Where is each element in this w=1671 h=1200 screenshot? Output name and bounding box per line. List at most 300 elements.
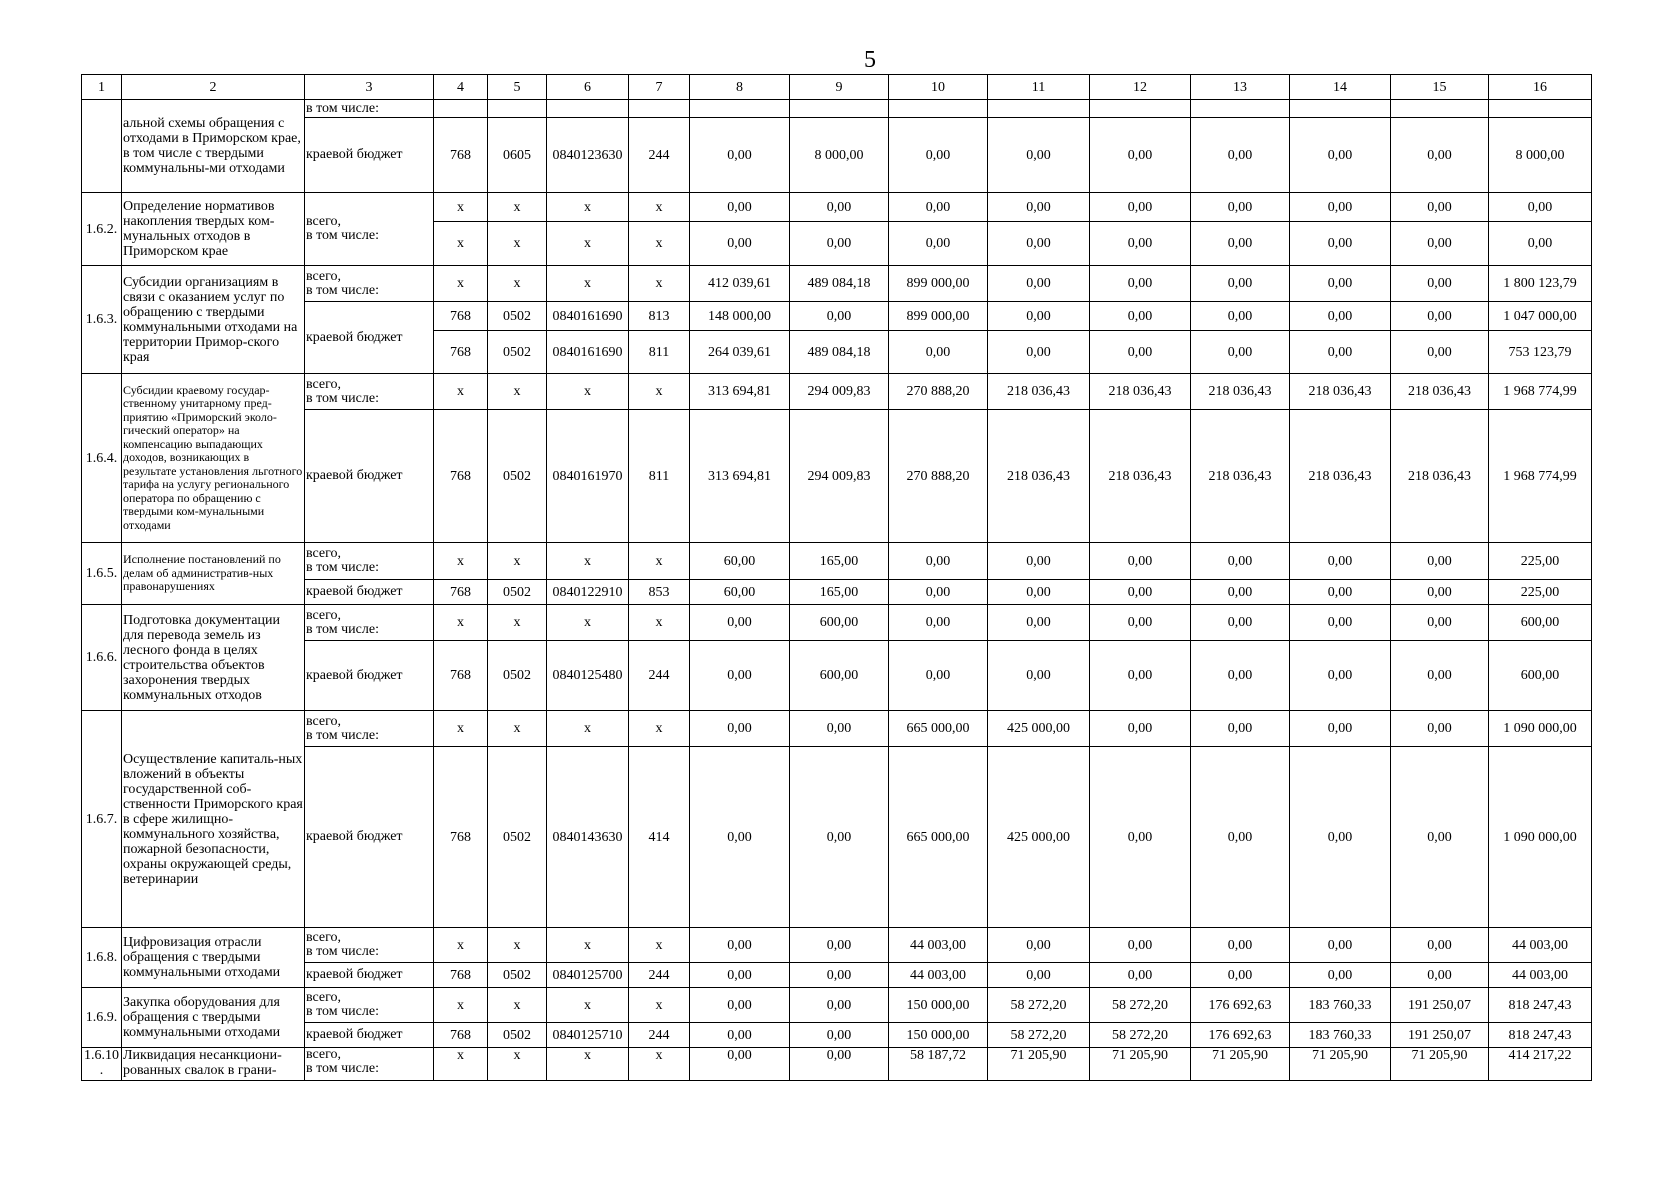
amount-col-12 (1090, 100, 1191, 118)
amount-col-8: 0,00 (690, 118, 790, 193)
amount-col-10: 0,00 (889, 605, 988, 641)
amount-col-12: 218 036,43 (1090, 374, 1191, 410)
amount-col-11: 0,00 (988, 193, 1090, 222)
table-row (82, 1023, 1592, 1048)
amount-col-14: 0,00 (1290, 222, 1391, 266)
amount-col-11: 0,00 (988, 331, 1090, 374)
budget-code-c4: x (434, 193, 488, 222)
header-cell: 11 (988, 75, 1090, 100)
amount-col-12: 0,00 (1090, 331, 1191, 374)
amount-col-8: 0,00 (690, 928, 790, 963)
header-cell: 12 (1090, 75, 1191, 100)
row-code: 1.6.3. (82, 266, 122, 374)
amount-col-12: 0,00 (1090, 711, 1191, 747)
amount-col-8: 0,00 (690, 641, 790, 711)
amount-col-11: 218 036,43 (988, 410, 1090, 543)
funding-source: всего, в том числе: (305, 1048, 434, 1081)
budget-code-c5: x (488, 193, 547, 222)
amount-col-14: 183 760,33 (1290, 1023, 1391, 1048)
row-name: Осуществление капиталь-ных вложений в объекты государственной соб-ственности Приморского края в сфере жилищно-коммунального хозяйства, пожарной безопасности, охраны окружающей среды, ветеринарии (122, 711, 305, 928)
amount-col-16: 1 968 774,99 (1489, 410, 1592, 543)
amount-col-15: 0,00 (1391, 963, 1489, 988)
amount-col-8: 148 000,00 (690, 302, 790, 331)
funding-source: всего, в том числе: (305, 266, 434, 302)
funding-source: всего, в том числе: (305, 988, 434, 1023)
amount-col-16 (1489, 100, 1592, 118)
amount-col-8: 264 039,61 (690, 331, 790, 374)
amount-col-16: 44 003,00 (1489, 928, 1592, 963)
amount-col-15: 0,00 (1391, 605, 1489, 641)
header-cell: 7 (629, 75, 690, 100)
amount-col-13: 0,00 (1191, 605, 1290, 641)
amount-col-12: 0,00 (1090, 605, 1191, 641)
amount-col-13: 0,00 (1191, 641, 1290, 711)
budget-code-c4: 768 (434, 1023, 488, 1048)
budget-code-c5: 0502 (488, 410, 547, 543)
budget-code-c7: 813 (629, 302, 690, 331)
amount-col-12: 0,00 (1090, 222, 1191, 266)
amount-col-9: 294 009,83 (790, 374, 889, 410)
header-cell: 10 (889, 75, 988, 100)
table-row (82, 410, 1592, 543)
budget-code-c5: x (488, 1048, 547, 1081)
amount-col-15: 0,00 (1391, 543, 1489, 580)
row-name: Цифровизация отрасли обращения с твердыми коммунальными отходами (122, 928, 305, 988)
budget-code-c4: 768 (434, 118, 488, 193)
table-row (82, 266, 1592, 302)
amount-col-14: 0,00 (1290, 928, 1391, 963)
amount-col-10: 0,00 (889, 543, 988, 580)
table-row (82, 118, 1592, 193)
budget-code-c6: 0840143630 (547, 747, 629, 928)
amount-col-9: 0,00 (790, 1048, 889, 1081)
amount-col-10: 899 000,00 (889, 266, 988, 302)
amount-col-8: 0,00 (690, 1023, 790, 1048)
table-row (82, 1048, 1592, 1081)
row-name: Исполнение постановлений по делам об административ-ных правонарушениях (122, 543, 305, 605)
budget-code-c6: 0840161970 (547, 410, 629, 543)
amount-col-11: 58 272,20 (988, 988, 1090, 1023)
budget-code-c6: 0840161690 (547, 331, 629, 374)
amount-col-15: 191 250,07 (1391, 988, 1489, 1023)
amount-col-13: 0,00 (1191, 963, 1290, 988)
amount-col-13: 0,00 (1191, 222, 1290, 266)
row-name: Подготовка документации для перевода земель из лесного фонда в целях строительства объектов захоронения твердых коммунальных отходов (122, 605, 305, 711)
amount-col-9: 294 009,83 (790, 410, 889, 543)
amount-col-15: 0,00 (1391, 193, 1489, 222)
budget-code-c5: x (488, 988, 547, 1023)
budget-code-c4: 768 (434, 641, 488, 711)
amount-col-16: 0,00 (1489, 222, 1592, 266)
table-row (82, 374, 1592, 410)
amount-col-11: 0,00 (988, 605, 1090, 641)
row-code: 1.6.7. (82, 711, 122, 928)
budget-code-c5: x (488, 266, 547, 302)
budget-code-c6: x (547, 543, 629, 580)
budget-code-c5 (488, 100, 547, 118)
amount-col-16: 44 003,00 (1489, 963, 1592, 988)
amount-col-15: 0,00 (1391, 641, 1489, 711)
budget-code-c7: 244 (629, 118, 690, 193)
amount-col-10: 270 888,20 (889, 374, 988, 410)
amount-col-15: 0,00 (1391, 580, 1489, 605)
funding-source: всего, в том числе: (305, 193, 434, 266)
amount-col-13: 0,00 (1191, 580, 1290, 605)
amount-col-14: 218 036,43 (1290, 374, 1391, 410)
amount-col-9: 600,00 (790, 605, 889, 641)
amount-col-13: 0,00 (1191, 302, 1290, 331)
amount-col-12: 0,00 (1090, 302, 1191, 331)
funding-source: всего, в том числе: (305, 543, 434, 580)
amount-col-10: 58 187,72 (889, 1048, 988, 1081)
row-name: Закупка оборудования для обращения с твердыми коммунальными отходами (122, 988, 305, 1048)
table-row (82, 641, 1592, 711)
amount-col-11: 58 272,20 (988, 1023, 1090, 1048)
amount-col-13: 218 036,43 (1191, 374, 1290, 410)
amount-col-8: 0,00 (690, 747, 790, 928)
budget-code-c7: 244 (629, 963, 690, 988)
budget-code-c7: x (629, 1048, 690, 1081)
header-cell: 8 (690, 75, 790, 100)
budget-code-c7: 244 (629, 1023, 690, 1048)
amount-col-8: 0,00 (690, 1048, 790, 1081)
amount-col-16: 818 247,43 (1489, 988, 1592, 1023)
amount-col-16: 1 968 774,99 (1489, 374, 1592, 410)
amount-col-15: 0,00 (1391, 711, 1489, 747)
amount-col-12: 71 205,90 (1090, 1048, 1191, 1081)
amount-col-12: 0,00 (1090, 580, 1191, 605)
budget-code-c5: 0502 (488, 1023, 547, 1048)
budget-code-c7: 244 (629, 641, 690, 711)
funding-source: краевой бюджет (305, 410, 434, 543)
amount-col-9: 0,00 (790, 711, 889, 747)
header-cell: 15 (1391, 75, 1489, 100)
amount-col-11: 0,00 (988, 302, 1090, 331)
row-code: 1.6.8. (82, 928, 122, 988)
amount-col-12: 58 272,20 (1090, 1023, 1191, 1048)
budget-code-c5: 0605 (488, 118, 547, 193)
budget-code-c4: x (434, 543, 488, 580)
funding-source: краевой бюджет (305, 1023, 434, 1048)
budget-code-c5: x (488, 374, 547, 410)
budget-code-c6: x (547, 711, 629, 747)
amount-col-10: 0,00 (889, 193, 988, 222)
amount-col-13: 0,00 (1191, 747, 1290, 928)
budget-code-c5: x (488, 711, 547, 747)
budget-code-c6: 0840123630 (547, 118, 629, 193)
budget-code-c7: x (629, 988, 690, 1023)
budget-code-c4 (434, 100, 488, 118)
amount-col-15: 0,00 (1391, 266, 1489, 302)
amount-col-11: 425 000,00 (988, 711, 1090, 747)
amount-col-12: 0,00 (1090, 266, 1191, 302)
amount-col-9 (790, 100, 889, 118)
row-code: 1.6.6. (82, 605, 122, 711)
amount-col-16: 600,00 (1489, 641, 1592, 711)
funding-source: краевой бюджет (305, 747, 434, 928)
header-cell: 14 (1290, 75, 1391, 100)
header-cell: 13 (1191, 75, 1290, 100)
amount-col-8: 313 694,81 (690, 374, 790, 410)
amount-col-8: 0,00 (690, 711, 790, 747)
amount-col-15: 0,00 (1391, 928, 1489, 963)
amount-col-11: 71 205,90 (988, 1048, 1090, 1081)
table-row (82, 302, 1592, 331)
amount-col-10: 0,00 (889, 222, 988, 266)
amount-col-13: 176 692,63 (1191, 988, 1290, 1023)
budget-code-c7: 853 (629, 580, 690, 605)
amount-col-10: 150 000,00 (889, 1023, 988, 1048)
amount-col-9: 489 084,18 (790, 266, 889, 302)
amount-col-8: 0,00 (690, 963, 790, 988)
budget-code-c6: x (547, 605, 629, 641)
budget-code-c5: x (488, 222, 547, 266)
funding-source: в том числе: (305, 100, 434, 118)
amount-col-12: 0,00 (1090, 193, 1191, 222)
amount-col-12: 0,00 (1090, 641, 1191, 711)
amount-col-12: 218 036,43 (1090, 410, 1191, 543)
budget-code-c4: 768 (434, 410, 488, 543)
amount-col-16: 1 090 000,00 (1489, 711, 1592, 747)
amount-col-14: 71 205,90 (1290, 1048, 1391, 1081)
budget-code-c5: 0502 (488, 963, 547, 988)
amount-col-14: 0,00 (1290, 266, 1391, 302)
amount-col-11: 0,00 (988, 543, 1090, 580)
budget-code-c7: 811 (629, 410, 690, 543)
amount-col-13: 176 692,63 (1191, 1023, 1290, 1048)
page-number: 5 (864, 47, 876, 73)
amount-col-9: 0,00 (790, 1023, 889, 1048)
row-name: Субсидии краевому государ-ственному унитарному пред-приятию «Приморский эколо-гический оператор» на компенсацию выпадающих доходов, возникающих в результате установления льготного тарифа на услугу регионального оператора по обращению с твердыми ком-мунальными отходами (122, 374, 305, 543)
funding-source: всего, в том числе: (305, 605, 434, 641)
amount-col-9: 0,00 (790, 747, 889, 928)
amount-col-16: 1 800 123,79 (1489, 266, 1592, 302)
amount-col-9: 8 000,00 (790, 118, 889, 193)
amount-col-14: 0,00 (1290, 641, 1391, 711)
amount-col-8: 0,00 (690, 988, 790, 1023)
budget-code-c6: x (547, 266, 629, 302)
budget-code-c5: 0502 (488, 302, 547, 331)
amount-col-14: 0,00 (1290, 543, 1391, 580)
table-row (82, 100, 1592, 118)
budget-code-c5: x (488, 543, 547, 580)
table-row (82, 605, 1592, 641)
budget-code-c5: 0502 (488, 641, 547, 711)
budget-code-c5: x (488, 928, 547, 963)
amount-col-11: 425 000,00 (988, 747, 1090, 928)
budget-code-c4: x (434, 711, 488, 747)
amount-col-10: 0,00 (889, 641, 988, 711)
amount-col-13 (1191, 100, 1290, 118)
amount-col-9: 0,00 (790, 302, 889, 331)
budget-code-c4: 768 (434, 302, 488, 331)
amount-col-9: 600,00 (790, 641, 889, 711)
budget-code-c6 (547, 100, 629, 118)
amount-col-13: 0,00 (1191, 331, 1290, 374)
amount-col-15: 218 036,43 (1391, 410, 1489, 543)
budget-code-c7 (629, 100, 690, 118)
amount-col-12: 58 272,20 (1090, 988, 1191, 1023)
budget-code-c6: x (547, 222, 629, 266)
budget-code-c4: x (434, 605, 488, 641)
amount-col-15 (1391, 100, 1489, 118)
funding-source: всего, в том числе: (305, 711, 434, 747)
row-name: альной схемы обращения с отходами в Приморском крае, в том числе с твердыми коммунальны-ми отходами (122, 100, 305, 193)
budget-code-c4: 768 (434, 963, 488, 988)
table-row (82, 543, 1592, 580)
amount-col-11: 0,00 (988, 118, 1090, 193)
amount-col-10: 665 000,00 (889, 711, 988, 747)
amount-col-12: 0,00 (1090, 747, 1191, 928)
funding-source: краевой бюджет (305, 580, 434, 605)
amount-col-16: 1 047 000,00 (1489, 302, 1592, 331)
budget-code-c5: x (488, 605, 547, 641)
funding-source: краевой бюджет (305, 302, 434, 374)
amount-col-14 (1290, 100, 1391, 118)
amount-col-14: 0,00 (1290, 580, 1391, 605)
budget-code-c4: x (434, 928, 488, 963)
amount-col-14: 0,00 (1290, 118, 1391, 193)
budget-code-c6: x (547, 193, 629, 222)
amount-col-8: 60,00 (690, 580, 790, 605)
budget-code-c6: x (547, 1048, 629, 1081)
budget-code-c7: x (629, 543, 690, 580)
amount-col-16: 414 217,22 (1489, 1048, 1592, 1081)
amount-col-13: 0,00 (1191, 711, 1290, 747)
header-row (82, 75, 1592, 100)
budget-code-c4: 768 (434, 747, 488, 928)
amount-col-16: 225,00 (1489, 543, 1592, 580)
amount-col-8: 60,00 (690, 543, 790, 580)
amount-col-10: 665 000,00 (889, 747, 988, 928)
amount-col-16: 753 123,79 (1489, 331, 1592, 374)
row-code: 1.6.5. (82, 543, 122, 605)
header-cell: 2 (122, 75, 305, 100)
amount-col-10: 0,00 (889, 118, 988, 193)
budget-code-c6: 0840125480 (547, 641, 629, 711)
funding-source: краевой бюджет (305, 641, 434, 711)
funding-source: всего, в том числе: (305, 928, 434, 963)
budget-code-c7: x (629, 605, 690, 641)
amount-col-14: 183 760,33 (1290, 988, 1391, 1023)
header-cell: 16 (1489, 75, 1592, 100)
budget-table (81, 74, 1592, 1081)
amount-col-9: 0,00 (790, 988, 889, 1023)
amount-col-8 (690, 100, 790, 118)
amount-col-11 (988, 100, 1090, 118)
amount-col-16: 600,00 (1489, 605, 1592, 641)
amount-col-9: 165,00 (790, 543, 889, 580)
amount-col-14: 0,00 (1290, 302, 1391, 331)
amount-col-9: 0,00 (790, 193, 889, 222)
amount-col-8: 313 694,81 (690, 410, 790, 543)
table-row (82, 988, 1592, 1023)
row-name: Определение нормативов накопления твердых ком-мунальных отходов в Приморском крае (122, 193, 305, 266)
amount-col-10: 899 000,00 (889, 302, 988, 331)
row-code (82, 100, 122, 193)
budget-code-c4: x (434, 222, 488, 266)
amount-col-11: 0,00 (988, 266, 1090, 302)
amount-col-13: 0,00 (1191, 118, 1290, 193)
amount-col-15: 0,00 (1391, 222, 1489, 266)
amount-col-15: 218 036,43 (1391, 374, 1489, 410)
budget-code-c7: 811 (629, 331, 690, 374)
amount-col-10 (889, 100, 988, 118)
amount-col-13: 0,00 (1191, 543, 1290, 580)
budget-code-c7: x (629, 222, 690, 266)
amount-col-15: 0,00 (1391, 331, 1489, 374)
budget-code-c7: 414 (629, 747, 690, 928)
amount-col-11: 218 036,43 (988, 374, 1090, 410)
header-cell: 4 (434, 75, 488, 100)
amount-col-14: 218 036,43 (1290, 410, 1391, 543)
amount-col-12: 0,00 (1090, 118, 1191, 193)
budget-code-c4: x (434, 988, 488, 1023)
amount-col-13: 0,00 (1191, 266, 1290, 302)
budget-code-c5: 0502 (488, 580, 547, 605)
amount-col-16: 8 000,00 (1489, 118, 1592, 193)
amount-col-8: 0,00 (690, 193, 790, 222)
budget-code-c7: x (629, 928, 690, 963)
row-code: 1.6.4. (82, 374, 122, 543)
budget-code-c4: x (434, 1048, 488, 1081)
amount-col-14: 0,00 (1290, 747, 1391, 928)
budget-code-c5: 0502 (488, 747, 547, 928)
budget-code-c7: x (629, 193, 690, 222)
funding-source: краевой бюджет (305, 963, 434, 988)
funding-source: краевой бюджет (305, 118, 434, 193)
amount-col-15: 0,00 (1391, 118, 1489, 193)
amount-col-10: 0,00 (889, 580, 988, 605)
amount-col-11: 0,00 (988, 963, 1090, 988)
budget-code-c4: x (434, 266, 488, 302)
amount-col-11: 0,00 (988, 222, 1090, 266)
amount-col-16: 818 247,43 (1489, 1023, 1592, 1048)
amount-col-15: 0,00 (1391, 302, 1489, 331)
funding-source: всего, в том числе: (305, 374, 434, 410)
row-code: 1.6.9. (82, 988, 122, 1048)
amount-col-8: 412 039,61 (690, 266, 790, 302)
amount-col-9: 165,00 (790, 580, 889, 605)
budget-code-c4: 768 (434, 331, 488, 374)
header-cell: 3 (305, 75, 434, 100)
amount-col-15: 191 250,07 (1391, 1023, 1489, 1048)
budget-code-c6: 0840125710 (547, 1023, 629, 1048)
amount-col-13: 218 036,43 (1191, 410, 1290, 543)
amount-col-13: 71 205,90 (1191, 1048, 1290, 1081)
budget-code-c7: x (629, 711, 690, 747)
budget-code-c6: x (547, 988, 629, 1023)
amount-col-14: 0,00 (1290, 193, 1391, 222)
amount-col-10: 44 003,00 (889, 963, 988, 988)
row-name: Субсидии организациям в связи с оказанием услуг по обращению с твердыми коммунальными отходами на территории Примор-ского края (122, 266, 305, 374)
budget-code-c5: 0502 (488, 331, 547, 374)
amount-col-9: 489 084,18 (790, 331, 889, 374)
amount-col-12: 0,00 (1090, 928, 1191, 963)
amount-col-11: 0,00 (988, 580, 1090, 605)
amount-col-9: 0,00 (790, 928, 889, 963)
amount-col-13: 0,00 (1191, 928, 1290, 963)
amount-col-9: 0,00 (790, 222, 889, 266)
amount-col-16: 0,00 (1489, 193, 1592, 222)
header-cell: 6 (547, 75, 629, 100)
budget-code-c6: 0840125700 (547, 963, 629, 988)
table-row (82, 193, 1592, 222)
amount-col-8: 0,00 (690, 222, 790, 266)
budget-code-c4: x (434, 374, 488, 410)
amount-col-10: 270 888,20 (889, 410, 988, 543)
table-row (82, 963, 1592, 988)
